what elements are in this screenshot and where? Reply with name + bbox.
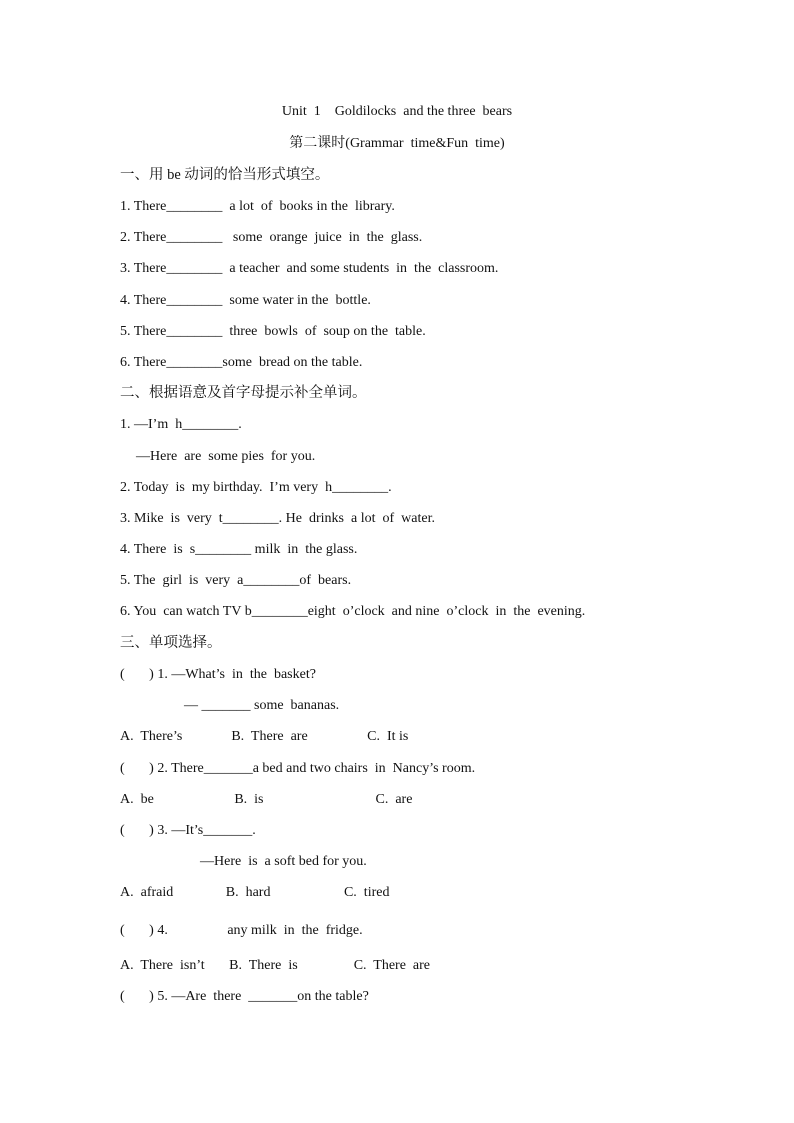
- question-line: ( ) 5. —Are there _______on the table?: [120, 989, 369, 1004]
- worksheet-title: Unit 1 Goldilocks and the three bears: [281, 104, 513, 119]
- answer-options: A. afraid B. hard C. tired: [120, 885, 390, 900]
- lesson-subtitle: 第二课时(Grammar time&Fun time): [289, 136, 505, 151]
- answer-options: A. There isn’t B. There is C. There are: [120, 958, 431, 973]
- answer-options: A. There’s B. There are C. It is: [120, 729, 409, 744]
- question-line: 4. There is s________ milk in the glass.: [120, 542, 358, 557]
- question-line: 2. There________ some orange juice in the glass.: [120, 230, 423, 245]
- question-line: ( ) 1. —What’s in the basket?: [120, 667, 316, 682]
- question-line: 1. —I’m h________.: [120, 417, 242, 432]
- question-line: 6. There________some bread on the table.: [120, 355, 363, 370]
- question-line: —Here is a soft bed for you.: [200, 854, 367, 869]
- question-line: 6. You can watch TV b________eight o’clock and nine o’clock in the evening.: [120, 604, 586, 619]
- question-line: —Here are some pies for you.: [136, 449, 316, 464]
- question-line: 1. There________ a lot of books in the library.: [120, 199, 395, 214]
- question-line: 4. There________ some water in the bottle.: [120, 293, 371, 308]
- question-line: 5. There________ three bowls of soup on the table.: [120, 324, 426, 339]
- question-line: 3. Mike is very t________. He drinks a lot of water.: [120, 511, 435, 526]
- question-line: 2. Today is my birthday. I’m very h________.: [120, 480, 392, 495]
- question-line: ( ) 3. —It’s_______.: [120, 823, 256, 838]
- question-line: 3. There________ a teacher and some students in the classroom.: [120, 261, 499, 276]
- question-line: 5. The girl is very a________of bears.: [120, 573, 352, 588]
- question-line: — _______ some bananas.: [184, 698, 340, 713]
- answer-options: A. be B. is C. are: [120, 792, 413, 807]
- section-3-heading: 三、单项选择。: [120, 635, 222, 651]
- question-line: ( ) 2. There_______a bed and two chairs in Nancy’s room.: [120, 761, 476, 776]
- section-2-heading: 二、根据语意及首字母提示补全单词。: [120, 385, 367, 401]
- question-line: ( ) 4. any milk in the fridge.: [120, 923, 363, 938]
- section-1-heading: 一、用 be 动词的恰当形式填空。: [120, 167, 330, 183]
